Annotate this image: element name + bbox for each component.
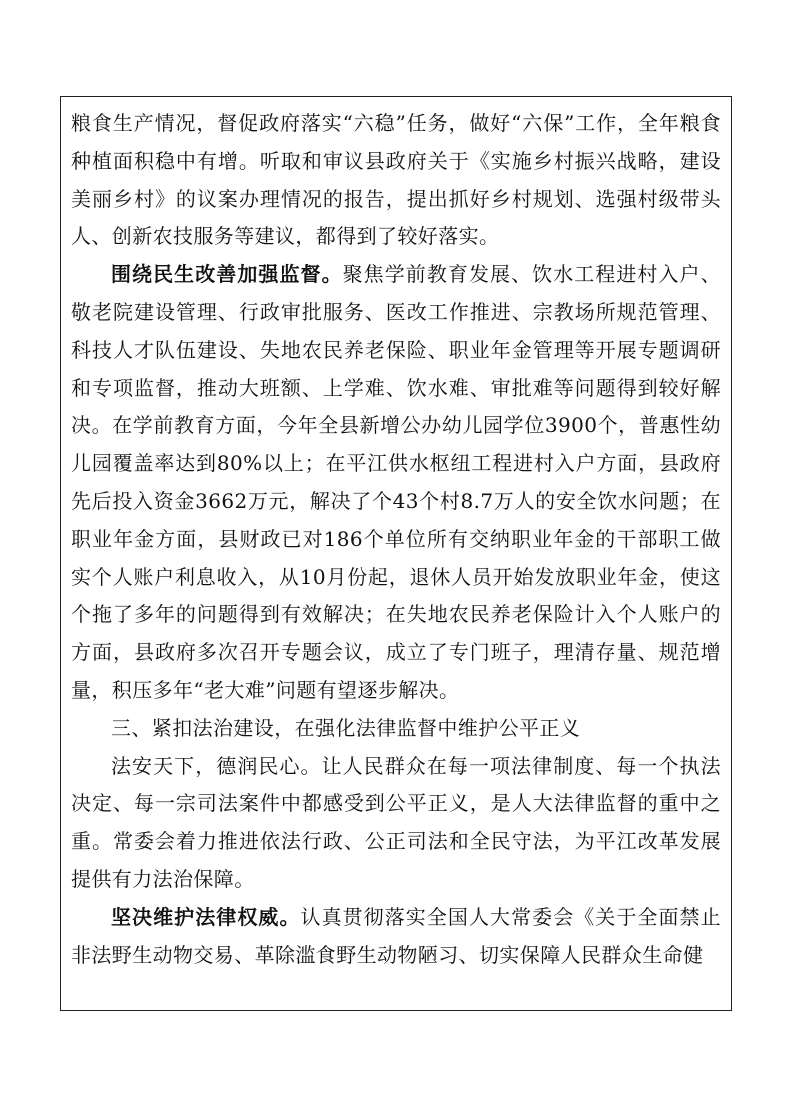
- paragraph-rule-of-law-intro: 法安天下，德润民心。让人民群众在每一项法律制度、每一个执法决定、每一宗司法案件中都感受到公平正义，是人大法律监督的重中之重。常委会着力推进依法行政、公正司法和全民守法，为平江改革发展提供有力法治保障。: [71, 753, 721, 891]
- paragraph-body-legal-authority: 认真贯彻落实全国人大常委会《关于全面禁止非法野生动物交易、革除滥食野生动物陋习、切实保障人民群众生命健: [71, 904, 721, 967]
- section-heading-rule-of-law: 三、紧扣法治建设，在强化法律监督中维护公平正义: [111, 715, 581, 740]
- paragraph-grain-production: 粮食生产情况，督促政府落实“六稳”任务，做好“六保”工作，全年粮食种植面积稳中有增。听取和审议县政府关于《实施乡村振兴战略，建设美丽乡村》的议案办理情况的报告，提出抓好乡村规划、选强村级带头人、创新农技服务等建议，都得到了较好落实。: [71, 111, 721, 249]
- paragraph-livelihood-supervision: [71, 256, 721, 710]
- document-body: [71, 105, 721, 974]
- paragraph-body-livelihood: 聚焦学前教育发展、饮水工程进村入户、敬老院建设管理、行政审批服务、医改工作推进、宗教场所规范管理、科技人才队伍建设、失地农民养老保险、职业年金管理等开展专题调研和专项监督，推动大班额、上学难、饮水难、审批难等问题得到较好解决。在学前教育方面，今年全县新增公办幼儿园学位3900个，普惠性幼儿园覆盖率达到80%以上；在平江供水枢纽工程进村入户方面，县政府先后投入资金3662万元，解决了个43个村8.7万人的安全饮水问题；在职业年金方面，县财政已对186个单位所有交纳职业年金的干部职工做实个人账户利息收入，从10月份起，退休人员开始发放职业年金，使这个拖了多年的问题得到有效解决；在失地农民养老保险计入个人账户的方面，县政府多次召开专题会议，成立了专门班子，理清存量、规范增量，积压多年“老大难”问题有望逐步解决。: [71, 262, 721, 702]
- paragraph-lead-livelihood: 围绕民生改善加强监督。: [111, 262, 343, 287]
- paragraph-lead-legal-authority: 坚决维护法律权威。: [111, 904, 301, 929]
- page-border: [60, 96, 732, 1011]
- paragraph-legal-authority: [71, 899, 721, 975]
